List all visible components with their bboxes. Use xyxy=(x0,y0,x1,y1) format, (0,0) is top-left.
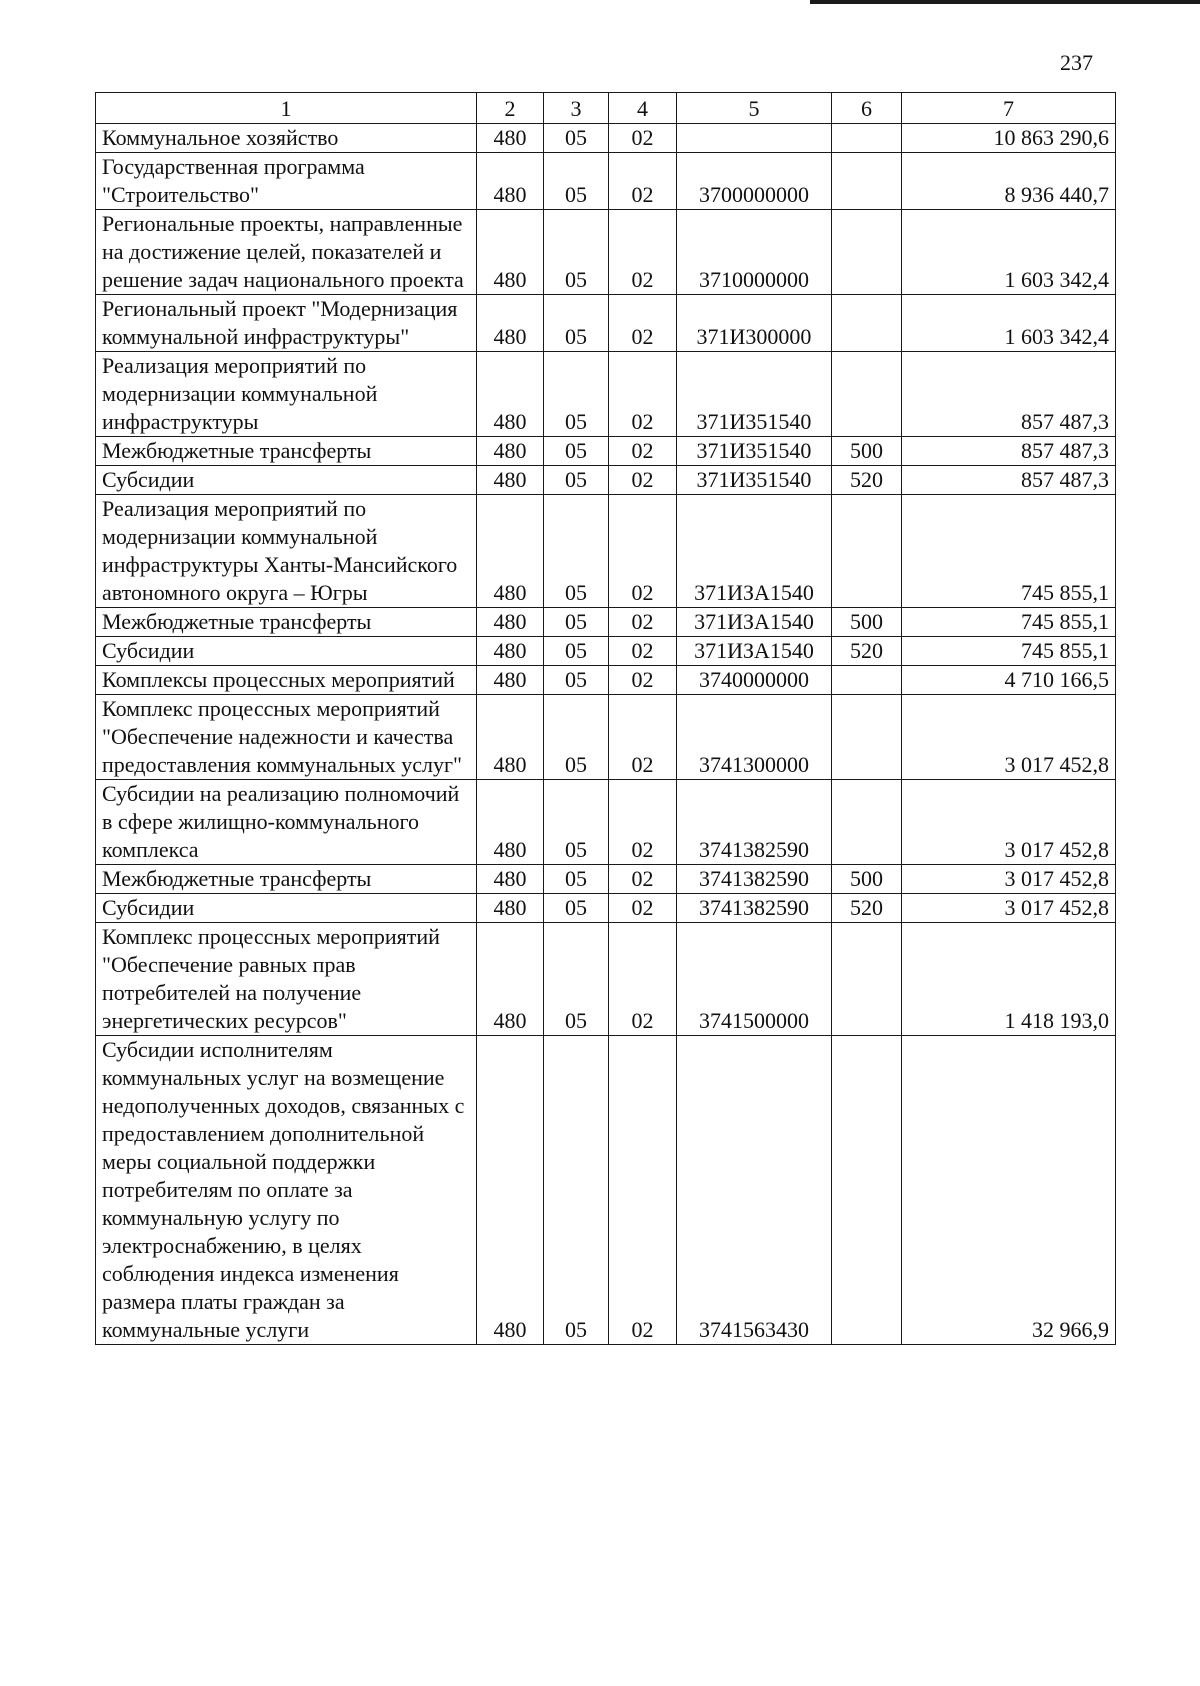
subsection-code-cell: 02 xyxy=(609,153,677,210)
header-col-5: 5 xyxy=(677,93,832,124)
amount-cell: 32 966,9 xyxy=(902,1036,1116,1345)
section-code-cell: 05 xyxy=(544,608,609,637)
amount-cell: 745 855,1 xyxy=(902,637,1116,666)
section-code-cell: 05 xyxy=(544,666,609,695)
subsection-code-cell: 02 xyxy=(609,894,677,923)
row-name-cell: Субсидии xyxy=(96,637,477,666)
table-body xyxy=(96,124,1116,1345)
section-code-cell: 05 xyxy=(544,780,609,865)
expense-type-cell xyxy=(832,695,902,780)
table-row xyxy=(96,695,1116,780)
ministry-code-cell: 480 xyxy=(477,210,544,295)
target-article-cell: 3741300000 xyxy=(677,695,832,780)
row-name-cell: Межбюджетные трансферты xyxy=(96,608,477,637)
row-name-cell: Субсидии на реализацию полномочий в сфере жилищно-коммунального комплекса xyxy=(96,780,477,865)
section-code-cell: 05 xyxy=(544,495,609,608)
target-article-cell: 371ИЗА1540 xyxy=(677,608,832,637)
subsection-code-cell: 02 xyxy=(609,780,677,865)
row-name-cell: Комплекс процессных мероприятий "Обеспечение надежности и качества предоставления коммунальных услуг" xyxy=(96,695,477,780)
expense-type-cell xyxy=(832,923,902,1036)
ministry-code-cell: 480 xyxy=(477,124,544,153)
table-row xyxy=(96,466,1116,495)
subsection-code-cell: 02 xyxy=(609,495,677,608)
amount-cell: 3 017 452,8 xyxy=(902,865,1116,894)
table-row xyxy=(96,495,1116,608)
section-code-cell: 05 xyxy=(544,1036,609,1345)
expense-type-cell: 520 xyxy=(832,894,902,923)
target-article-cell: 371И351540 xyxy=(677,437,832,466)
amount-cell: 745 855,1 xyxy=(902,495,1116,608)
section-code-cell: 05 xyxy=(544,153,609,210)
page-number: 237 xyxy=(1060,50,1093,75)
section-code-cell: 05 xyxy=(544,695,609,780)
expense-type-cell xyxy=(832,495,902,608)
target-article-cell: 371ИЗА1540 xyxy=(677,637,832,666)
subsection-code-cell: 02 xyxy=(609,124,677,153)
row-name-cell: Межбюджетные трансферты xyxy=(96,437,477,466)
ministry-code-cell: 480 xyxy=(477,780,544,865)
subsection-code-cell: 02 xyxy=(609,865,677,894)
section-code-cell: 05 xyxy=(544,466,609,495)
expense-type-cell: 520 xyxy=(832,637,902,666)
target-article-cell: 3710000000 xyxy=(677,210,832,295)
row-name-cell: Государственная программа "Строительство" xyxy=(96,153,477,210)
section-code-cell: 05 xyxy=(544,352,609,437)
header-col-6: 6 xyxy=(832,93,902,124)
header-col-1: 1 xyxy=(96,93,477,124)
subsection-code-cell: 02 xyxy=(609,923,677,1036)
expense-type-cell: 500 xyxy=(832,437,902,466)
table-row xyxy=(96,352,1116,437)
header-col-7: 7 xyxy=(902,93,1116,124)
ministry-code-cell: 480 xyxy=(477,695,544,780)
target-article-cell: 371И300000 xyxy=(677,295,832,352)
subsection-code-cell: 02 xyxy=(609,1036,677,1345)
header-col-3: 3 xyxy=(544,93,609,124)
expense-type-cell xyxy=(832,295,902,352)
section-code-cell: 05 xyxy=(544,894,609,923)
expense-type-cell xyxy=(832,352,902,437)
section-code-cell: 05 xyxy=(544,295,609,352)
section-code-cell: 05 xyxy=(544,865,609,894)
amount-cell: 1 418 193,0 xyxy=(902,923,1116,1036)
subsection-code-cell: 02 xyxy=(609,295,677,352)
table-row xyxy=(96,295,1116,352)
ministry-code-cell: 480 xyxy=(477,1036,544,1345)
expense-type-cell xyxy=(832,210,902,295)
table-row xyxy=(96,124,1116,153)
target-article-cell: 3741382590 xyxy=(677,780,832,865)
scan-top-edge-rule xyxy=(810,0,1200,4)
ministry-code-cell: 480 xyxy=(477,923,544,1036)
table-row xyxy=(96,923,1116,1036)
section-code-cell: 05 xyxy=(544,637,609,666)
subsection-code-cell: 02 xyxy=(609,210,677,295)
subsection-code-cell: 02 xyxy=(609,695,677,780)
table-row xyxy=(96,865,1116,894)
target-article-cell: 3741500000 xyxy=(677,923,832,1036)
expense-type-cell xyxy=(832,1036,902,1345)
row-name-cell: Коммунальное хозяйство xyxy=(96,124,477,153)
expense-type-cell xyxy=(832,666,902,695)
amount-cell: 1 603 342,4 xyxy=(902,295,1116,352)
amount-cell: 3 017 452,8 xyxy=(902,695,1116,780)
subsection-code-cell: 02 xyxy=(609,608,677,637)
expense-type-cell: 520 xyxy=(832,466,902,495)
ministry-code-cell: 480 xyxy=(477,894,544,923)
target-article-cell: 3741382590 xyxy=(677,894,832,923)
expense-type-cell xyxy=(832,124,902,153)
row-name-cell: Реализация мероприятий по модернизации коммунальной инфраструктуры Ханты-Мансийского автономного округа – Югры xyxy=(96,495,477,608)
row-name-cell: Субсидии xyxy=(96,894,477,923)
row-name-cell: Региональные проекты, направленные на достижение целей, показателей и решение задач национального проекта xyxy=(96,210,477,295)
section-code-cell: 05 xyxy=(544,923,609,1036)
table-row xyxy=(96,437,1116,466)
target-article-cell: 371И351540 xyxy=(677,352,832,437)
amount-cell: 857 487,3 xyxy=(902,437,1116,466)
subsection-code-cell: 02 xyxy=(609,466,677,495)
expense-type-cell: 500 xyxy=(832,608,902,637)
section-code-cell: 05 xyxy=(544,124,609,153)
ministry-code-cell: 480 xyxy=(477,637,544,666)
subsection-code-cell: 02 xyxy=(609,437,677,466)
target-article-cell: 371ИЗА1540 xyxy=(677,495,832,608)
table-row xyxy=(96,637,1116,666)
ministry-code-cell: 480 xyxy=(477,295,544,352)
target-article-cell: 3740000000 xyxy=(677,666,832,695)
amount-cell: 857 487,3 xyxy=(902,466,1116,495)
expense-type-cell: 500 xyxy=(832,865,902,894)
ministry-code-cell: 480 xyxy=(477,666,544,695)
subsection-code-cell: 02 xyxy=(609,637,677,666)
target-article-cell: 3700000000 xyxy=(677,153,832,210)
table-row xyxy=(96,210,1116,295)
ministry-code-cell: 480 xyxy=(477,437,544,466)
subsection-code-cell: 02 xyxy=(609,666,677,695)
row-name-cell: Межбюджетные трансферты xyxy=(96,865,477,894)
table-row xyxy=(96,894,1116,923)
ministry-code-cell: 480 xyxy=(477,352,544,437)
ministry-code-cell: 480 xyxy=(477,466,544,495)
amount-cell: 10 863 290,6 xyxy=(902,124,1116,153)
header-row xyxy=(96,93,1116,124)
table-row xyxy=(96,153,1116,210)
amount-cell: 3 017 452,8 xyxy=(902,894,1116,923)
budget-table xyxy=(95,92,1116,1345)
amount-cell: 1 603 342,4 xyxy=(902,210,1116,295)
table-row xyxy=(96,780,1116,865)
amount-cell: 857 487,3 xyxy=(902,352,1116,437)
row-name-cell: Комплексы процессных мероприятий xyxy=(96,666,477,695)
row-name-cell: Субсидии исполнителям коммунальных услуг на возмещение недополученных доходов, связанных с предоставлением дополнительной меры социальной поддержки потребителям по оплате за коммунальную услугу по электроснабжению, в целях соблюдения индекса изменения размера платы граждан за коммунальные услуги xyxy=(96,1036,477,1345)
row-name-cell: Комплекс процессных мероприятий "Обеспечение равных прав потребителей на получение энергетических ресурсов" xyxy=(96,923,477,1036)
expense-type-cell xyxy=(832,780,902,865)
amount-cell: 8 936 440,7 xyxy=(902,153,1116,210)
target-article-cell: 3741563430 xyxy=(677,1036,832,1345)
header-col-2: 2 xyxy=(477,93,544,124)
header-col-4: 4 xyxy=(609,93,677,124)
expense-type-cell xyxy=(832,153,902,210)
target-article-cell: 371И351540 xyxy=(677,466,832,495)
table-row xyxy=(96,1036,1116,1345)
ministry-code-cell: 480 xyxy=(477,865,544,894)
target-article-cell xyxy=(677,124,832,153)
amount-cell: 745 855,1 xyxy=(902,608,1116,637)
amount-cell: 3 017 452,8 xyxy=(902,780,1116,865)
row-name-cell: Региональный проект "Модернизация коммунальной инфраструктуры" xyxy=(96,295,477,352)
amount-cell: 4 710 166,5 xyxy=(902,666,1116,695)
section-code-cell: 05 xyxy=(544,210,609,295)
ministry-code-cell: 480 xyxy=(477,153,544,210)
table-row xyxy=(96,666,1116,695)
row-name-cell: Реализация мероприятий по модернизации коммунальной инфраструктуры xyxy=(96,352,477,437)
ministry-code-cell: 480 xyxy=(477,608,544,637)
target-article-cell: 3741382590 xyxy=(677,865,832,894)
row-name-cell: Субсидии xyxy=(96,466,477,495)
subsection-code-cell: 02 xyxy=(609,352,677,437)
section-code-cell: 05 xyxy=(544,437,609,466)
ministry-code-cell: 480 xyxy=(477,495,544,608)
table-row xyxy=(96,608,1116,637)
